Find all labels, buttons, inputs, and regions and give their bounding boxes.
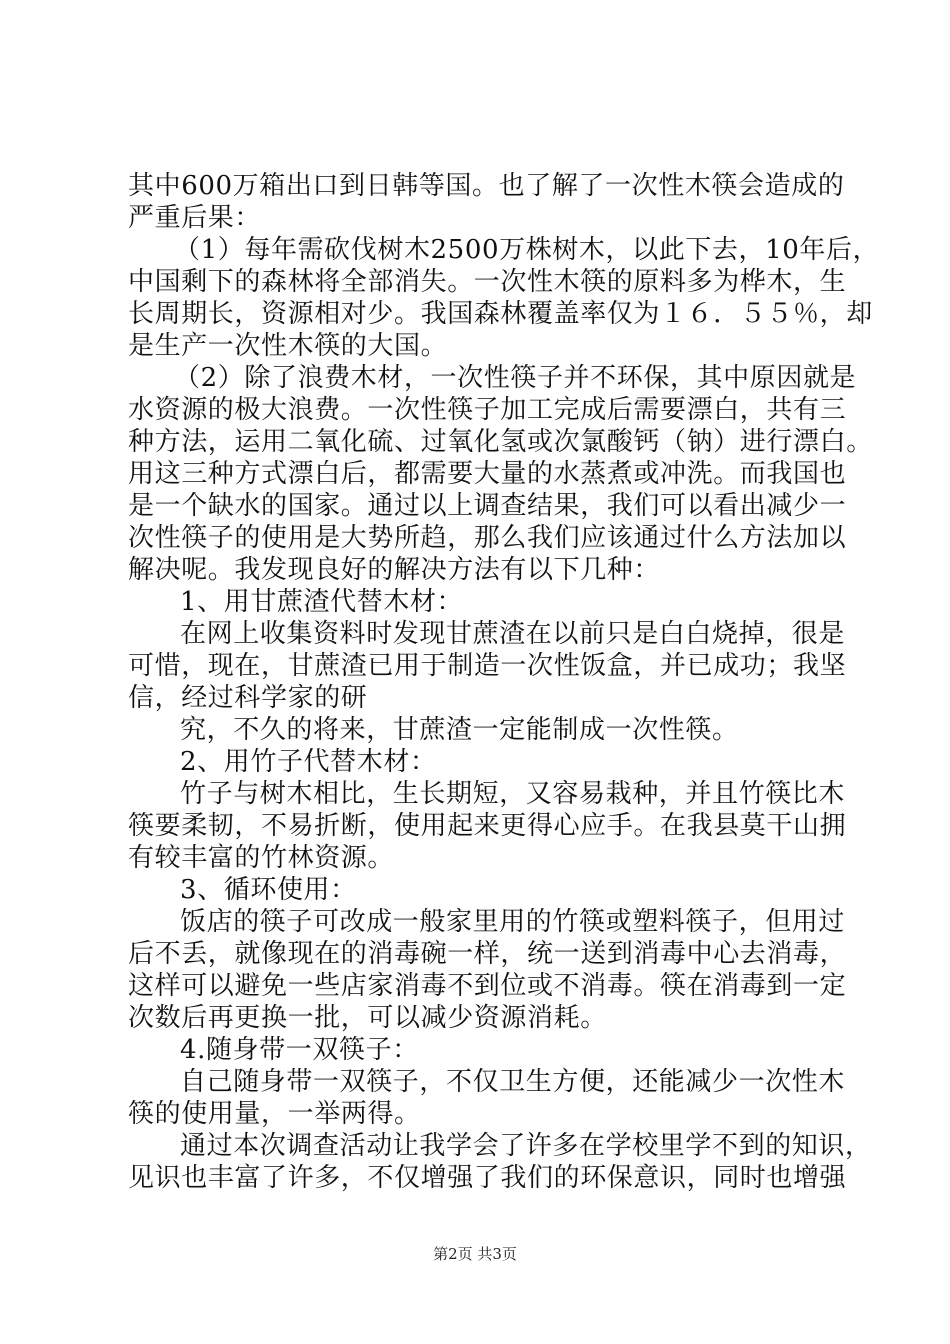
- text-line: 水资源的极大浪费。一次性筷子加工完成后需要漂白，共有三: [128, 395, 847, 425]
- text-line: 是一个缺水的国家。通过以上调查结果，我们可以看出减少一: [128, 491, 847, 521]
- text-line: 这样可以避免一些店家消毒不到位或不消毒。筷在消毒到一定: [128, 971, 847, 1001]
- page-number-label: 第2页 共3页: [433, 1245, 517, 1263]
- text-line: 竹子与树木相比，生长期短，又容易栽种，并且竹筷比木: [180, 779, 846, 809]
- text-line: （2）除了浪费木材，一次性筷子并不环保，其中原因就是: [174, 363, 857, 393]
- text-line: 次数后再更换一批，可以减少资源消耗。: [128, 1003, 607, 1033]
- text-line: 后不丢，就像现在的消毒碗一样，统一送到消毒中心去消毒，: [128, 939, 847, 969]
- text-line: 见识也丰富了许多，不仅增强了我们的环保意识，同时也增强: [128, 1163, 847, 1193]
- text-line: 饭店的筷子可改成一般家里用的竹筷或塑料筷子，但用过: [180, 907, 846, 937]
- text-line: 可惜，现在，甘蔗渣已用于制造一次性饭盒，并已成功；我坚: [128, 651, 847, 681]
- text-line: 次性筷子的使用是大势所趋，那么我们应该通过什么方法加以: [128, 523, 847, 553]
- text-line: 在网上收集资料时发现甘蔗渣在以前只是白白烧掉，很是: [180, 619, 846, 649]
- text-line: 通过本次调查活动让我学会了许多在学校里学不到的知识，: [180, 1131, 872, 1161]
- list-heading: 3、循环使用：: [180, 875, 357, 905]
- text-line: 其中600万箱出口到日韩等国。也了解了一次性木筷会造成的: [128, 171, 845, 201]
- list-heading: 4.随身带一双筷子：: [180, 1035, 419, 1065]
- body-text: [128, 170, 880, 1194]
- text-line: 有较丰富的竹林资源。: [128, 843, 395, 873]
- list-heading: 2、用竹子代替木材：: [180, 747, 437, 777]
- text-line: （1）每年需砍伐树木2500万株树木，以此下去，10年后，: [174, 235, 880, 265]
- text-line: 自己随身带一双筷子，不仅卫生方便，还能减少一次性木: [180, 1067, 846, 1097]
- text-line: 用这三种方式漂白后，都需要大量的水蒸煮或冲洗。而我国也: [128, 459, 847, 489]
- text-line: 种方法，运用二氧化硫、过氧化氢或次氯酸钙（钠）进行漂白。: [128, 427, 873, 457]
- text-line: 究，不久的将来，甘蔗渣一定能制成一次性筷。: [180, 715, 739, 745]
- text-line: 筷的使用量，一举两得。: [128, 1099, 421, 1129]
- page-footer: [0, 1244, 950, 1264]
- text-line: 信，经过科学家的研: [128, 683, 368, 713]
- list-heading: 1、用甘蔗渣代替木材：: [180, 587, 464, 617]
- text-line: 长周期长，资源相对少。我国森林覆盖率仅为１６．５５％，却: [128, 299, 873, 329]
- text-line: 解决呢。我发现良好的解决方法有以下几种：: [128, 555, 661, 585]
- text-line: 中国剩下的森林将全部消失。一次性木筷的原料多为桦木，生: [128, 267, 847, 297]
- text-line: 严重后果：: [128, 203, 262, 233]
- text-line: 是生产一次性木筷的大国。: [128, 331, 448, 361]
- text-line: 筷要柔韧，不易折断，使用起来更得心应手。在我县莫干山拥: [128, 811, 847, 841]
